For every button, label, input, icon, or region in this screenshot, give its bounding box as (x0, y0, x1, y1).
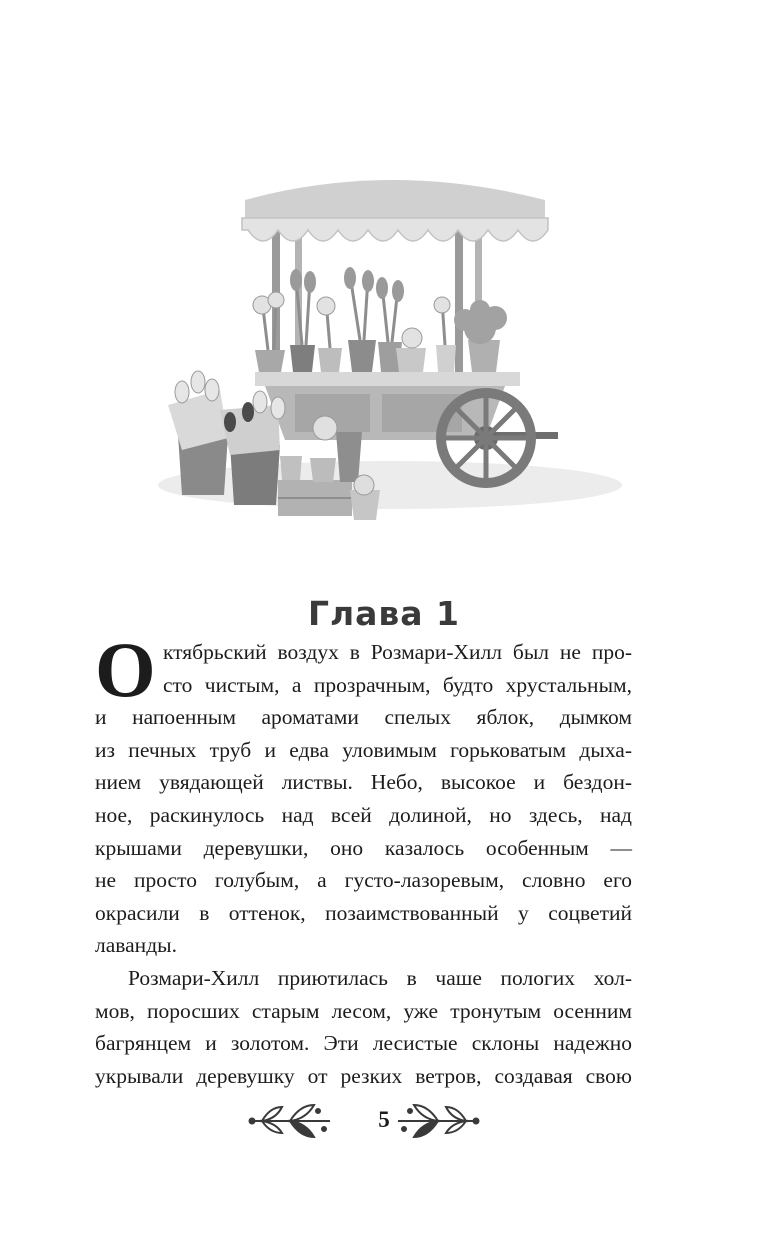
text-line: Розмари-Хилл приютилась в чаше пологих хол- (128, 965, 632, 990)
chapter-text (95, 626, 632, 1092)
page-number: 5 (378, 1107, 390, 1132)
text-line: ктябрьский воздух в Розмари-Хилл был не про- (163, 640, 632, 664)
drop-cap: О (95, 626, 156, 713)
text-line: крышами деревушки, оно казалось особенным — (95, 835, 632, 860)
flower-cart-illustration (150, 160, 630, 540)
awning-pole (455, 220, 463, 380)
text-line: ное, раскинулось над всей долиной, но здесь, над (95, 802, 632, 827)
text-line: багрянцем и золотом. Эти лесистые склоны надежно (95, 1031, 632, 1056)
text-line: мов, поросших старым лесом, уже тронутым осенним (95, 998, 632, 1023)
chapter-title: Глава 1 (307, 594, 461, 634)
cart-shelf (255, 372, 520, 386)
cart-wheel (441, 393, 531, 483)
text-line: не просто голубым, а густо-лазоревым, словно его (95, 868, 632, 893)
text-line: окрасили в оттенок, позаимствованный у соцветий (95, 900, 632, 925)
text-line: лаванды. (95, 933, 177, 958)
text-line: и напоенным ароматами спелых яблок, дымком (95, 705, 632, 730)
text-line: сто чистым, а прозрачным, будто хрустальным, (163, 672, 632, 697)
ground-shadow (158, 461, 622, 509)
text-line: укрывали деревушку от резких ветров, создавая свою (95, 1063, 632, 1088)
awning-valance (242, 218, 548, 241)
shelf-pots (255, 340, 500, 372)
text-line: нием увядающей листвы. Небо, высокое и бездон- (95, 770, 632, 795)
shelf-flowers (253, 267, 507, 350)
text-line: из печных труб и едва уловимым горьковатым дыха- (95, 737, 632, 762)
awning-top (245, 180, 545, 222)
